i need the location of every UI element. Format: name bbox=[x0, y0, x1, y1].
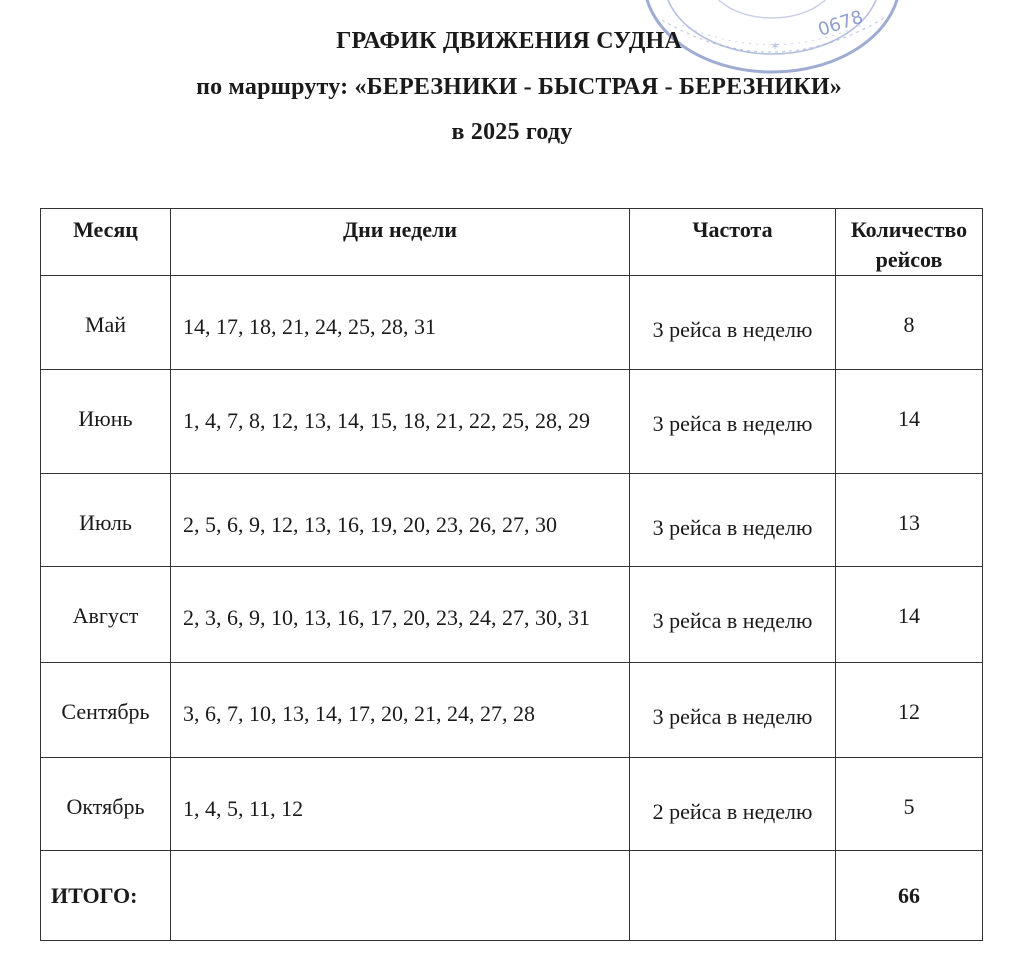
days-cell: 14, 17, 18, 21, 24, 25, 28, 31 bbox=[171, 276, 630, 370]
document-title: ГРАФИК ДВИЖЕНИЯ СУДНА bbox=[336, 28, 682, 54]
days-cell: 3, 6, 7, 10, 13, 14, 17, 20, 21, 24, 27, 28 bbox=[171, 663, 630, 758]
frequency-cell: 3 рейса в неделю bbox=[630, 663, 836, 758]
table-row bbox=[41, 370, 983, 474]
schedule-table bbox=[40, 208, 983, 941]
stamp-number: 0678 bbox=[815, 6, 866, 41]
frequency-cell: 3 рейса в неделю bbox=[630, 567, 836, 663]
count-cell: 14 bbox=[836, 567, 983, 663]
days-cell: 1, 4, 7, 8, 12, 13, 14, 15, 18, 21, 22, 25, 28, 29 bbox=[171, 370, 630, 474]
year-line: в 2025 году bbox=[451, 119, 573, 145]
table-row bbox=[41, 758, 983, 851]
frequency-cell: 3 рейса в неделю bbox=[630, 276, 836, 370]
table-row bbox=[41, 567, 983, 663]
table-header-row bbox=[41, 209, 983, 276]
month-cell: Октябрь bbox=[41, 758, 171, 851]
table-row bbox=[41, 663, 983, 758]
month-cell: Август bbox=[41, 567, 171, 663]
days-cell: 2, 3, 6, 9, 10, 13, 16, 17, 20, 23, 24, 27, 30, 31 bbox=[171, 567, 630, 663]
column-header-count: Количество рейсов bbox=[836, 209, 983, 276]
days-cell: 1, 4, 5, 11, 12 bbox=[171, 758, 630, 851]
total-label: ИТОГО: bbox=[41, 851, 171, 941]
frequency-cell: 2 рейса в неделю bbox=[630, 758, 836, 851]
total-value: 66 bbox=[836, 851, 983, 941]
total-days-empty bbox=[171, 851, 630, 941]
count-cell: 5 bbox=[836, 758, 983, 851]
month-cell: Май bbox=[41, 276, 171, 370]
route-line: по маршруту: «БЕРЕЗНИКИ - БЫСТРАЯ - БЕРЕЗНИКИ» bbox=[196, 74, 842, 100]
month-cell: Июнь bbox=[41, 370, 171, 474]
frequency-cell: 3 рейса в неделю bbox=[630, 370, 836, 474]
column-header-frequency: Частота bbox=[630, 209, 836, 276]
column-header-month: Месяц bbox=[41, 209, 171, 276]
month-cell: Июль bbox=[41, 474, 171, 567]
days-cell: 2, 5, 6, 9, 12, 13, 16, 19, 20, 23, 26, 27, 30 bbox=[171, 474, 630, 567]
column-header-days: Дни недели bbox=[171, 209, 630, 276]
svg-text:✶: ✶ bbox=[770, 39, 781, 53]
count-cell: 14 bbox=[836, 370, 983, 474]
count-cell: 12 bbox=[836, 663, 983, 758]
table-row bbox=[41, 276, 983, 370]
month-cell: Сентябрь bbox=[41, 663, 171, 758]
count-cell: 13 bbox=[836, 474, 983, 567]
count-cell: 8 bbox=[836, 276, 983, 370]
table-row bbox=[41, 474, 983, 567]
total-frequency-empty bbox=[630, 851, 836, 941]
total-row bbox=[41, 851, 983, 941]
frequency-cell: 3 рейса в неделю bbox=[630, 474, 836, 567]
